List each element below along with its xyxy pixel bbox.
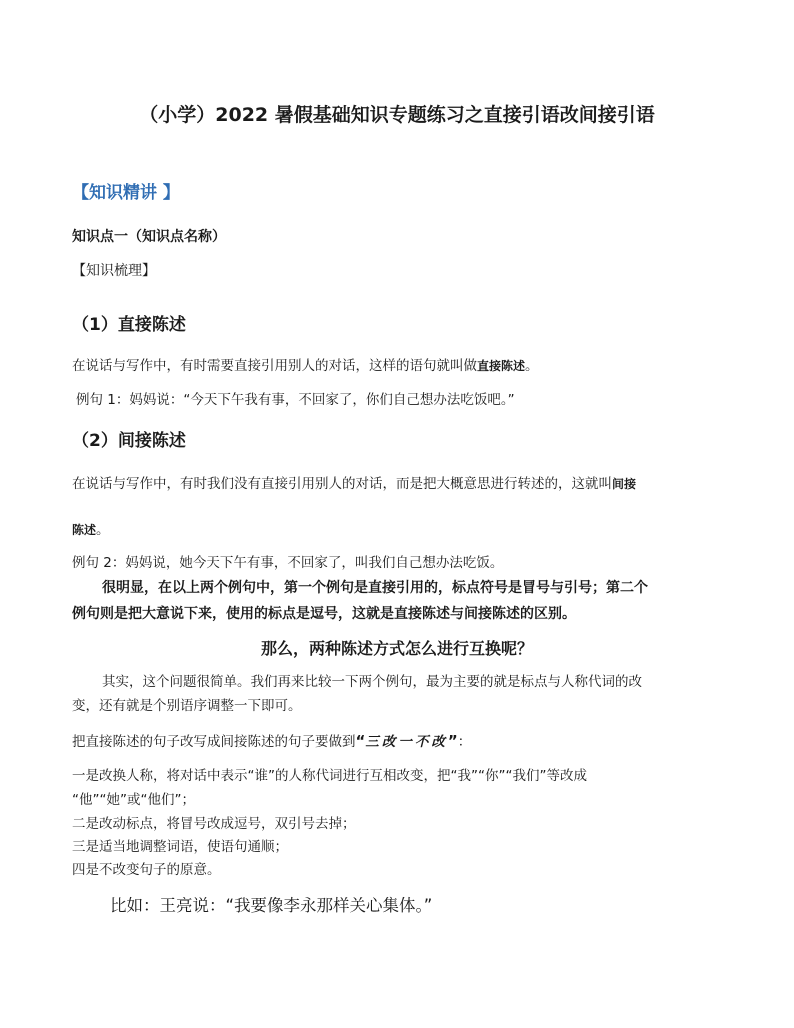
example-3: 比如：王亮说：“我要像李永那样关心集体。” bbox=[110, 896, 433, 915]
direct-term: 直接陈述 bbox=[477, 359, 526, 373]
heading-direct: （1）直接陈述 bbox=[72, 315, 186, 335]
rule-4: 四是不改变句子的原意。 bbox=[72, 862, 221, 878]
knowledge-point-title: 知识点一（知识点名称） bbox=[72, 229, 226, 245]
rule-intro bbox=[72, 730, 471, 750]
example-1: 例句 1：妈妈说：“今天下午我有事，不回家了，你们自己想办法吃饭吧。” bbox=[76, 392, 515, 408]
comparison-line-1: 很明显，在以上两个例句中，第一个例句是直接引用的，标点符号是冒号与引号；第二个 bbox=[102, 580, 648, 596]
rule-1-line-1: 一是改换人称，将对话中表示“谁”的人称代词进行互相改变，把“我”“你”“我们”等改成 bbox=[72, 768, 587, 784]
indirect-paragraph bbox=[72, 472, 636, 492]
rule-3: 三是适当地调整词语，使语句通顺； bbox=[72, 839, 288, 855]
indirect-term-a: 间接 bbox=[612, 477, 637, 491]
direct-end: 。 bbox=[525, 358, 539, 374]
direct-text: 在说话与写作中，有时需要直接引用别人的对话，这样的语句就叫做 bbox=[72, 358, 477, 374]
rule-1-line-2: “他”“她”或“他们”； bbox=[72, 792, 195, 808]
section-header: 【知识精讲 】 bbox=[72, 183, 180, 203]
indirect-end: 。 bbox=[96, 522, 110, 538]
page-title: （小学）2022 暑假基础知识专题练习之直接引语改间接引语 bbox=[139, 104, 655, 126]
indirect-paragraph-cont bbox=[72, 518, 110, 538]
question-heading: 那么，两种陈述方式怎么进行互换呢？ bbox=[260, 639, 533, 658]
example-2: 例句 2：妈妈说，她今天下午有事，不回家了，叫我们自己想办法吃饭。 bbox=[72, 555, 504, 571]
rule-intro-text: 把直接陈述的句子改写成间接陈述的句子要做到 bbox=[72, 734, 356, 750]
indirect-term-b: 陈述 bbox=[72, 523, 97, 537]
indirect-text: 在说话与写作中，有时我们没有直接引用别人的对话，而是把大概意思进行转述的，这就叫 bbox=[72, 476, 612, 492]
direct-paragraph bbox=[72, 354, 539, 374]
para-1-line-1: 其实，这个问题很简单。我们再来比较一下两个例句，最为主要的就是标点与人称代词的改 bbox=[102, 674, 642, 690]
heading-indirect: （2）间接陈述 bbox=[72, 431, 186, 451]
knowledge-label: 【知识梳理】 bbox=[72, 263, 156, 279]
rule-intro-quote-close: ” bbox=[447, 732, 458, 750]
rule-intro-quote-open: “ bbox=[355, 732, 366, 750]
rule-intro-colon: ： bbox=[457, 734, 472, 750]
para-1-line-2: 变，还有就是个别语序调整一下即可。 bbox=[72, 698, 302, 714]
rule-intro-emphasis: 三改一不改 bbox=[365, 734, 448, 750]
rule-2: 二是改动标点，将冒号改成逗号，双引号去掉； bbox=[72, 816, 356, 832]
comparison-line-2: 例句则是把大意说下来，使用的标点是逗号，这就是直接陈述与间接陈述的区别。 bbox=[72, 606, 576, 622]
